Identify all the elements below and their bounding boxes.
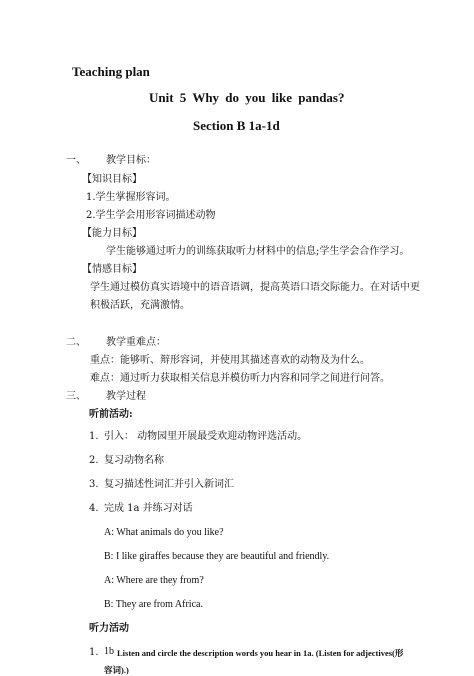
step-text: 完成 1a 并练习对话 bbox=[104, 503, 193, 514]
listen-item-text-line-2: 容词).) bbox=[104, 665, 129, 675]
listen-item-number: 1. bbox=[89, 647, 99, 658]
doc-label: Teaching plan bbox=[72, 64, 150, 79]
emotion-text-line-1: 学生通过模仿真实语境中的语音语调，提高英语口语交际能力。在对话中更 bbox=[90, 282, 420, 293]
knowledge-item-2: 2.学生学会用形容词描述动物 bbox=[86, 210, 216, 221]
step-number: 4. bbox=[89, 503, 99, 514]
step-number: 1. bbox=[89, 431, 99, 442]
unit-title: Unit 5 Why do you like pandas? bbox=[149, 90, 345, 105]
dialogue-line: B: They are from Africa. bbox=[104, 599, 203, 610]
ability-text: 学生能够通过听力的训练获取听力材料中的信息;学生学会合作学习。 bbox=[106, 246, 410, 257]
keypoints-heading-number: 二、 bbox=[66, 337, 86, 348]
listen-item-text-line-1: Listen and circle the description words you hear in 1a. (Listen for adjectives(形 bbox=[117, 648, 404, 658]
process-heading: 教学过程 bbox=[106, 391, 146, 402]
section-title: Section B 1a-1d bbox=[193, 118, 280, 133]
key-point: 重点：能够听、辩形容词，并使用其描述喜欢的动物及为什么。 bbox=[90, 355, 370, 366]
emotion-label: 【情感目标】 bbox=[82, 264, 142, 275]
dialogue-line: B: I like giraffes because they are beautiful and friendly. bbox=[104, 551, 330, 562]
knowledge-label: 【知识目标】 bbox=[82, 174, 142, 185]
keypoints-heading: 教学重难点： bbox=[106, 337, 166, 348]
ability-label: 【能力目标】 bbox=[82, 228, 142, 239]
dialogue-line: A: Where are they from? bbox=[104, 575, 204, 586]
listen-item-prefix: 1b bbox=[104, 646, 114, 657]
objectives-heading: 教学目标： bbox=[106, 155, 156, 166]
listening-heading: 听力活动 bbox=[89, 623, 129, 634]
pre-listening-heading: 听前活动: bbox=[89, 409, 133, 420]
difficult-point: 难点：通过听力获取相关信息并模仿听力内容和同学之间进行问答。 bbox=[90, 373, 390, 384]
step-number: 3. bbox=[89, 479, 99, 490]
step-text: 复习描述性词汇并引入新词汇 bbox=[104, 479, 234, 490]
step-number: 2. bbox=[89, 455, 99, 466]
step-text: 引入： 动物园里开展最受欢迎动物评选活动。 bbox=[104, 431, 308, 442]
process-heading-number: 三、 bbox=[66, 391, 86, 402]
dialogue-line: A: What animals do you like? bbox=[104, 527, 224, 538]
knowledge-item-1: 1.学生掌握形容词。 bbox=[86, 192, 176, 203]
step-text: 复习动物名称 bbox=[104, 455, 164, 466]
objectives-heading-number: 一、 bbox=[66, 155, 86, 166]
emotion-text-line-2: 积极活跃，充满激情。 bbox=[90, 300, 190, 311]
